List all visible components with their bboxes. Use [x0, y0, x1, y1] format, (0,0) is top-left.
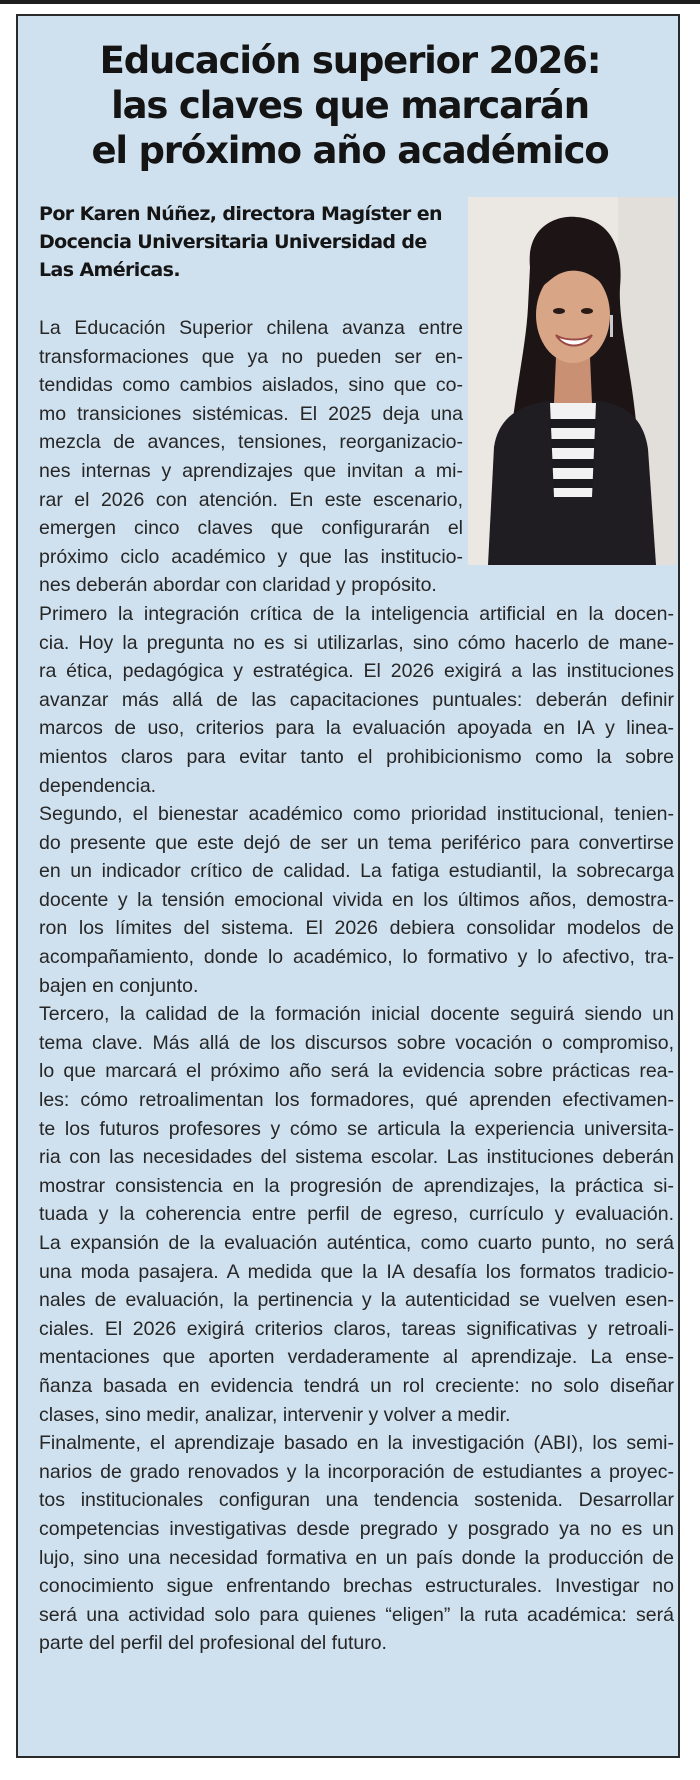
text-line: ñanza basada en evidencia tendrá un rol creciente: no solo diseñar	[39, 1374, 674, 1397]
text-line: dependencia.	[39, 774, 157, 797]
text-line: nes deberán abordar con claridad y propósito.	[39, 574, 437, 597]
text-line: parte del perfil del profesional del futuro.	[39, 1632, 387, 1655]
text-line: Primero la integración crítica de la inteligencia artificial en la docen-	[39, 602, 674, 625]
text-line: les: cómo retroalimentan los formadores, qué aprenden efectivamen-	[39, 1089, 674, 1112]
text-line: una moda pasajera. A medida que la IA desafía los formatos tradicio-	[39, 1260, 674, 1283]
paragraph	[39, 314, 674, 600]
paragraph	[39, 1000, 674, 1229]
text-line: tuada y la coherencia entre perfil de egreso, currículo y evaluación.	[39, 1203, 674, 1226]
text-line: ra ética, pedagógica y estratégica. El 2026 exigirá a las instituciones	[39, 660, 674, 683]
text-line: avanzar más allá de las capacitaciones puntuales: deberán definir	[39, 688, 674, 711]
text-line: emergen cinco claves que configurarán el	[39, 517, 463, 540]
top-rule	[0, 0, 700, 4]
text-line: lo que marcará el próximo año será la evidencia sobre prácticas rea-	[39, 1060, 674, 1083]
headline-line: Educación superior 2026:	[99, 39, 601, 82]
paragraph	[39, 600, 674, 800]
text-line: do presente que este dejó de ser un tema periférico para convertirse	[39, 831, 674, 854]
text-line: rar el 2026 con atención. En este escenario,	[39, 488, 463, 511]
text-line: nales de evaluación, la pertinencia y la autenticidad se vuelven esen-	[39, 1289, 674, 1312]
text-line: La Educación Superior chilena avanza entre	[39, 317, 463, 339]
text-line: docente y la tensión emocional vivida en los últimos años, demostra-	[39, 888, 674, 911]
text-line: mezcla de avances, tensiones, reorganizacio-	[39, 431, 463, 454]
byline-line: Las Américas.	[39, 259, 180, 281]
text-line: tos institucionales configuran una tendencia sostenida. Desarrollar	[39, 1489, 674, 1512]
paragraph	[39, 1429, 674, 1658]
article-box	[16, 14, 680, 1758]
text-line: próximo ciclo académico y que las institucio-	[39, 545, 463, 568]
headline-line: las claves que marcarán	[111, 84, 589, 127]
text-line: La expansión de la evaluación auténtica, como cuarto punto, no será	[39, 1232, 674, 1254]
article-body	[39, 314, 674, 1658]
text-line: Finalmente, el aprendizaje basado en la investigación (ABI), los semi-	[39, 1432, 674, 1455]
paragraph	[39, 1229, 674, 1429]
byline-line: Docencia Universitaria Universidad de	[39, 231, 427, 253]
text-line: bajen en conjunto.	[39, 974, 199, 997]
text-line: conocimiento sigue enfrentando brechas estructurales. Investigar no	[39, 1575, 674, 1598]
text-line: mientos claros para evitar tanto el prohibicionismo como la sobre	[39, 745, 674, 768]
text-line: tema clave. Más allá de los discursos sobre vocación o compromiso,	[39, 1031, 674, 1054]
text-line: transformaciones que ya no pueden ser en-	[39, 345, 463, 368]
text-line: ciales. El 2026 exigirá criterios claros, tareas significativas y retroali-	[39, 1317, 674, 1340]
text-line: acompañamiento, donde lo académico, lo formativo y lo afectivo, tra-	[39, 946, 674, 969]
text-line: nes internas y aprendizajes que invitan a mi-	[39, 459, 463, 482]
text-line: Tercero, la calidad de la formación inicial docente seguirá siendo un	[39, 1003, 674, 1026]
text-line: en un indicador crítico de calidad. La fatiga estudiantil, la sobrecarga	[39, 860, 674, 883]
headline-line: el próximo año académico	[91, 129, 609, 172]
byline	[39, 200, 479, 284]
text-line: será una actividad solo para quienes “eligen” la ruta académica: será	[39, 1603, 674, 1626]
text-line: narios de grado renovados y la incorporación de estudiantes a proyec-	[39, 1460, 674, 1483]
text-line: lujo, sino una necesidad formativa en un país donde la producción de	[39, 1546, 674, 1569]
byline-line: Por Karen Núñez, directora Magíster en	[39, 203, 442, 225]
text-line: te los futuros profesores y cómo se articula la experiencia universita-	[39, 1117, 674, 1140]
text-line: tendidas como cambios aislados, sino que co-	[39, 374, 463, 397]
text-line: ria con las necesidades del sistema escolar. Las instituciones deberán	[39, 1146, 674, 1169]
text-line: Segundo, el bienestar académico como prioridad institucional, tenien-	[39, 803, 674, 826]
text-line: clases, sino medir, analizar, intervenir y volver a medir.	[39, 1403, 511, 1426]
text-line: mo transiciones sistémicas. El 2025 deja una	[39, 402, 463, 425]
text-line: mentaciones que aporten verdaderamente al aprendizaje. La ense-	[39, 1346, 674, 1369]
text-line: cia. Hoy la pregunta no es si utilizarlas, sino cómo hacerlo de mane-	[39, 631, 674, 654]
text-line: mostrar consistencia en la progresión de aprendizajes, la práctica si-	[39, 1174, 674, 1197]
text-line: ron los límites del sistema. El 2026 debiera consolidar modelos de	[39, 917, 674, 940]
text-line: marcos de uso, criterios para la evaluación apoyada en IA y linea-	[39, 717, 674, 740]
paragraph	[39, 800, 674, 1000]
headline	[78, 38, 622, 173]
text-line: competencias investigativas desde pregrado y posgrado ya no es un	[39, 1517, 674, 1540]
